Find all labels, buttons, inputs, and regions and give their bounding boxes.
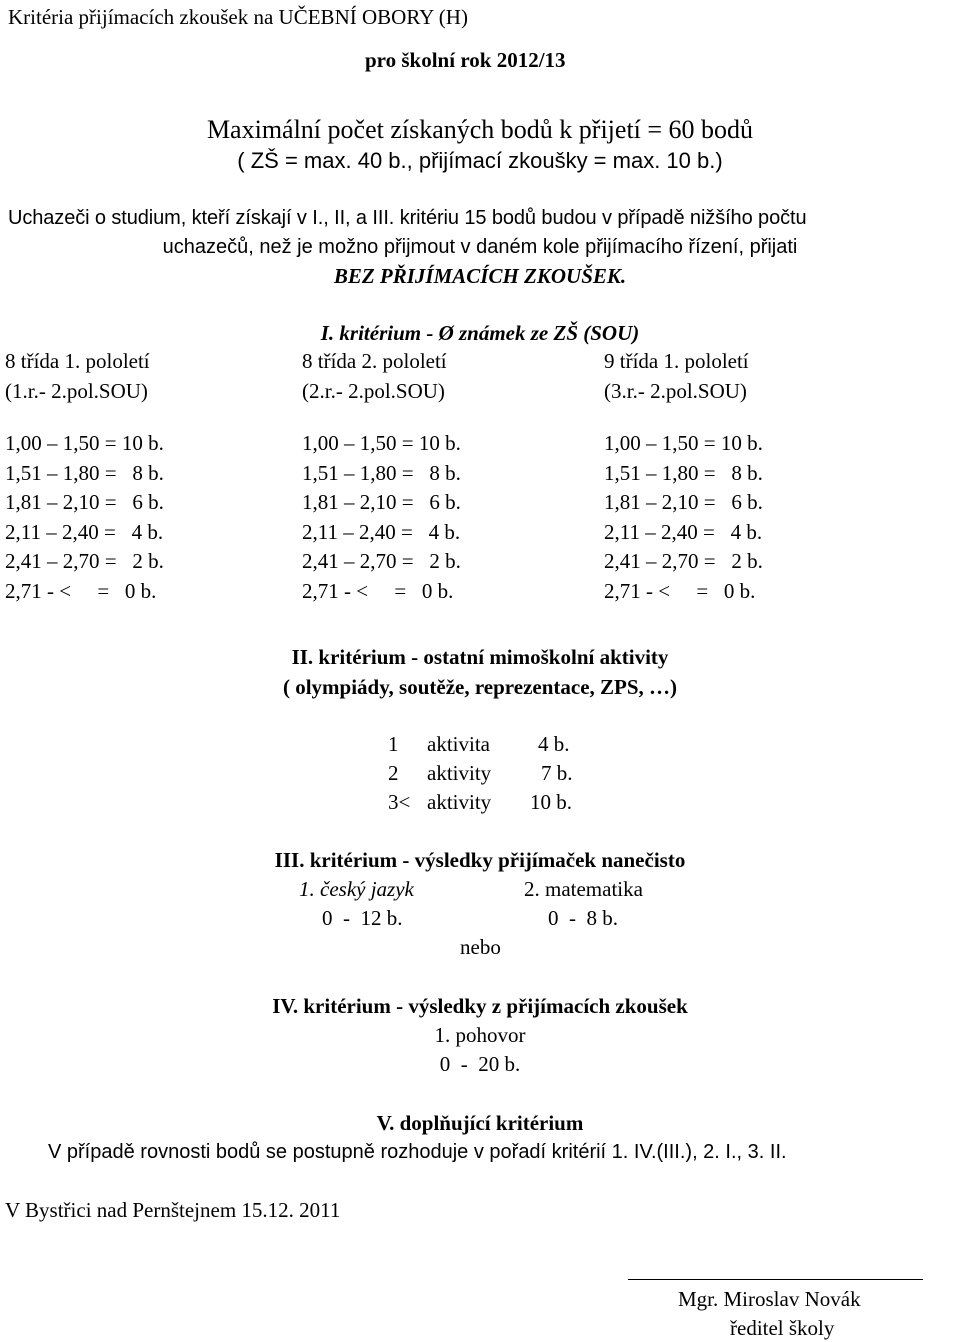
column-subheading: (3.r.- 2.pol.SOU)	[604, 378, 747, 403]
intro-line-3: BEZ PŘIJÍMACÍCH ZKOUŠEK.	[333, 264, 627, 288]
grade-row: 2,41 – 2,70 = 2 b.	[604, 549, 763, 573]
activity-label: aktivita	[427, 732, 490, 756]
signatory-role: ředitel školy	[730, 1316, 835, 1340]
grade-row: 2,11 – 2,40 = 4 b.	[5, 519, 164, 544]
grade-row: 1,00 – 1,50 = 10 b.	[5, 431, 164, 455]
subject-czech: 1. český jazyk	[299, 877, 414, 901]
grade-row: 1,81 – 2,10 = 6 b.	[5, 490, 164, 514]
grade-row: 2,41 – 2,70 = 2 b.	[302, 549, 461, 573]
grade-row: 2,11 – 2,40 = 4 b.	[302, 519, 461, 544]
interview-item: 1. pohovor	[434, 1023, 526, 1047]
activity-points: 4 b.	[538, 732, 570, 756]
activity-count: 3<	[388, 790, 411, 814]
activity-points: 10 b.	[530, 790, 572, 814]
place-date: V Bystřici nad Pernštejnem 15.12. 2011	[5, 1198, 341, 1222]
grade-column-2	[302, 351, 461, 610]
math-range: 0 - 8 b.	[548, 906, 618, 930]
activity-points: 7 b.	[541, 761, 573, 785]
or-text: nebo	[460, 935, 501, 959]
column-subheading: (1.r.- 2.pol.SOU)	[5, 378, 148, 403]
grade-row: 1,51 – 1,80 = 8 b.	[604, 460, 763, 485]
czech-range: 0 - 12 b.	[322, 906, 403, 930]
criterion-5-text: V případě rovnosti bodů se postupně rozhoduje v pořadí kritérií 1. IV.(III.), 2. I., 3. II.	[48, 1141, 787, 1163]
document-title: Kritéria přijímacích zkoušek na UČEBNÍ OBORY (H)	[8, 5, 468, 29]
criterion-2-heading: II. kritérium - ostatní mimoškolní aktivity	[291, 645, 669, 669]
activity-count: 2	[388, 761, 399, 785]
interview-range: 0 - 20 b.	[439, 1052, 521, 1076]
grade-row: 1,00 – 1,50 = 10 b.	[604, 431, 763, 455]
criterion-4-heading: IV. kritérium - výsledky z přijímacích zkoušek	[272, 994, 688, 1018]
column-heading: 8 třída 2. pololetí	[302, 349, 447, 373]
grade-row: 2,71 - < = 0 b.	[604, 578, 756, 603]
column-subheading: (2.r.- 2.pol.SOU)	[302, 378, 445, 403]
max-points-breakdown: ( ZŠ = max. 40 b., přijímací zkoušky = max. 10 b.)	[237, 148, 723, 173]
signature-line	[628, 1279, 923, 1280]
criterion-3-heading: III. kritérium - výsledky přijímaček nanečisto	[274, 848, 686, 872]
criterion-2-subheading: ( olympiády, soutěže, reprezentace, ZPS, …)	[282, 675, 678, 699]
criterion-5-heading: V. doplňující kritérium	[376, 1111, 584, 1135]
school-year: pro školní rok 2012/13	[365, 48, 566, 72]
grade-row: 2,71 - < = 0 b.	[302, 578, 454, 603]
column-heading: 8 třída 1. pololetí	[5, 349, 150, 373]
intro-line-2: uchazečů, než je možno přijmout v daném kole přijímacího řízení, přijati	[162, 236, 798, 258]
criterion-1-heading: I. kritérium - Ø známek ze ZŠ (SOU)	[320, 321, 640, 345]
max-points-line: Maximální počet získaných bodů k přijetí = 60 bodů	[206, 115, 754, 144]
grade-row: 1,51 – 1,80 = 8 b.	[5, 460, 164, 485]
signatory-name: Mgr. Miroslav Novák	[678, 1287, 861, 1311]
intro-line-1: Uchazeči o studium, kteří získají v I., II, a III. kritériu 15 bodů budou v případě nižšího počtu	[8, 207, 807, 229]
grade-column-3	[604, 351, 763, 610]
grade-column-1	[5, 351, 164, 610]
grade-row: 2,41 – 2,70 = 2 b.	[5, 549, 164, 573]
grade-row: 1,81 – 2,10 = 6 b.	[302, 490, 461, 514]
activity-label: aktivity	[427, 790, 492, 814]
subject-math: 2. matematika	[524, 877, 643, 901]
activity-label: aktivity	[427, 761, 492, 785]
column-heading: 9 třída 1. pololetí	[604, 349, 749, 373]
grade-row: 2,11 – 2,40 = 4 b.	[604, 519, 763, 544]
grade-row: 1,00 – 1,50 = 10 b.	[302, 431, 461, 455]
grade-row: 1,51 – 1,80 = 8 b.	[302, 460, 461, 485]
grade-row: 2,71 - < = 0 b.	[5, 578, 157, 603]
grade-row: 1,81 – 2,10 = 6 b.	[604, 490, 763, 514]
activity-count: 1	[388, 732, 399, 756]
